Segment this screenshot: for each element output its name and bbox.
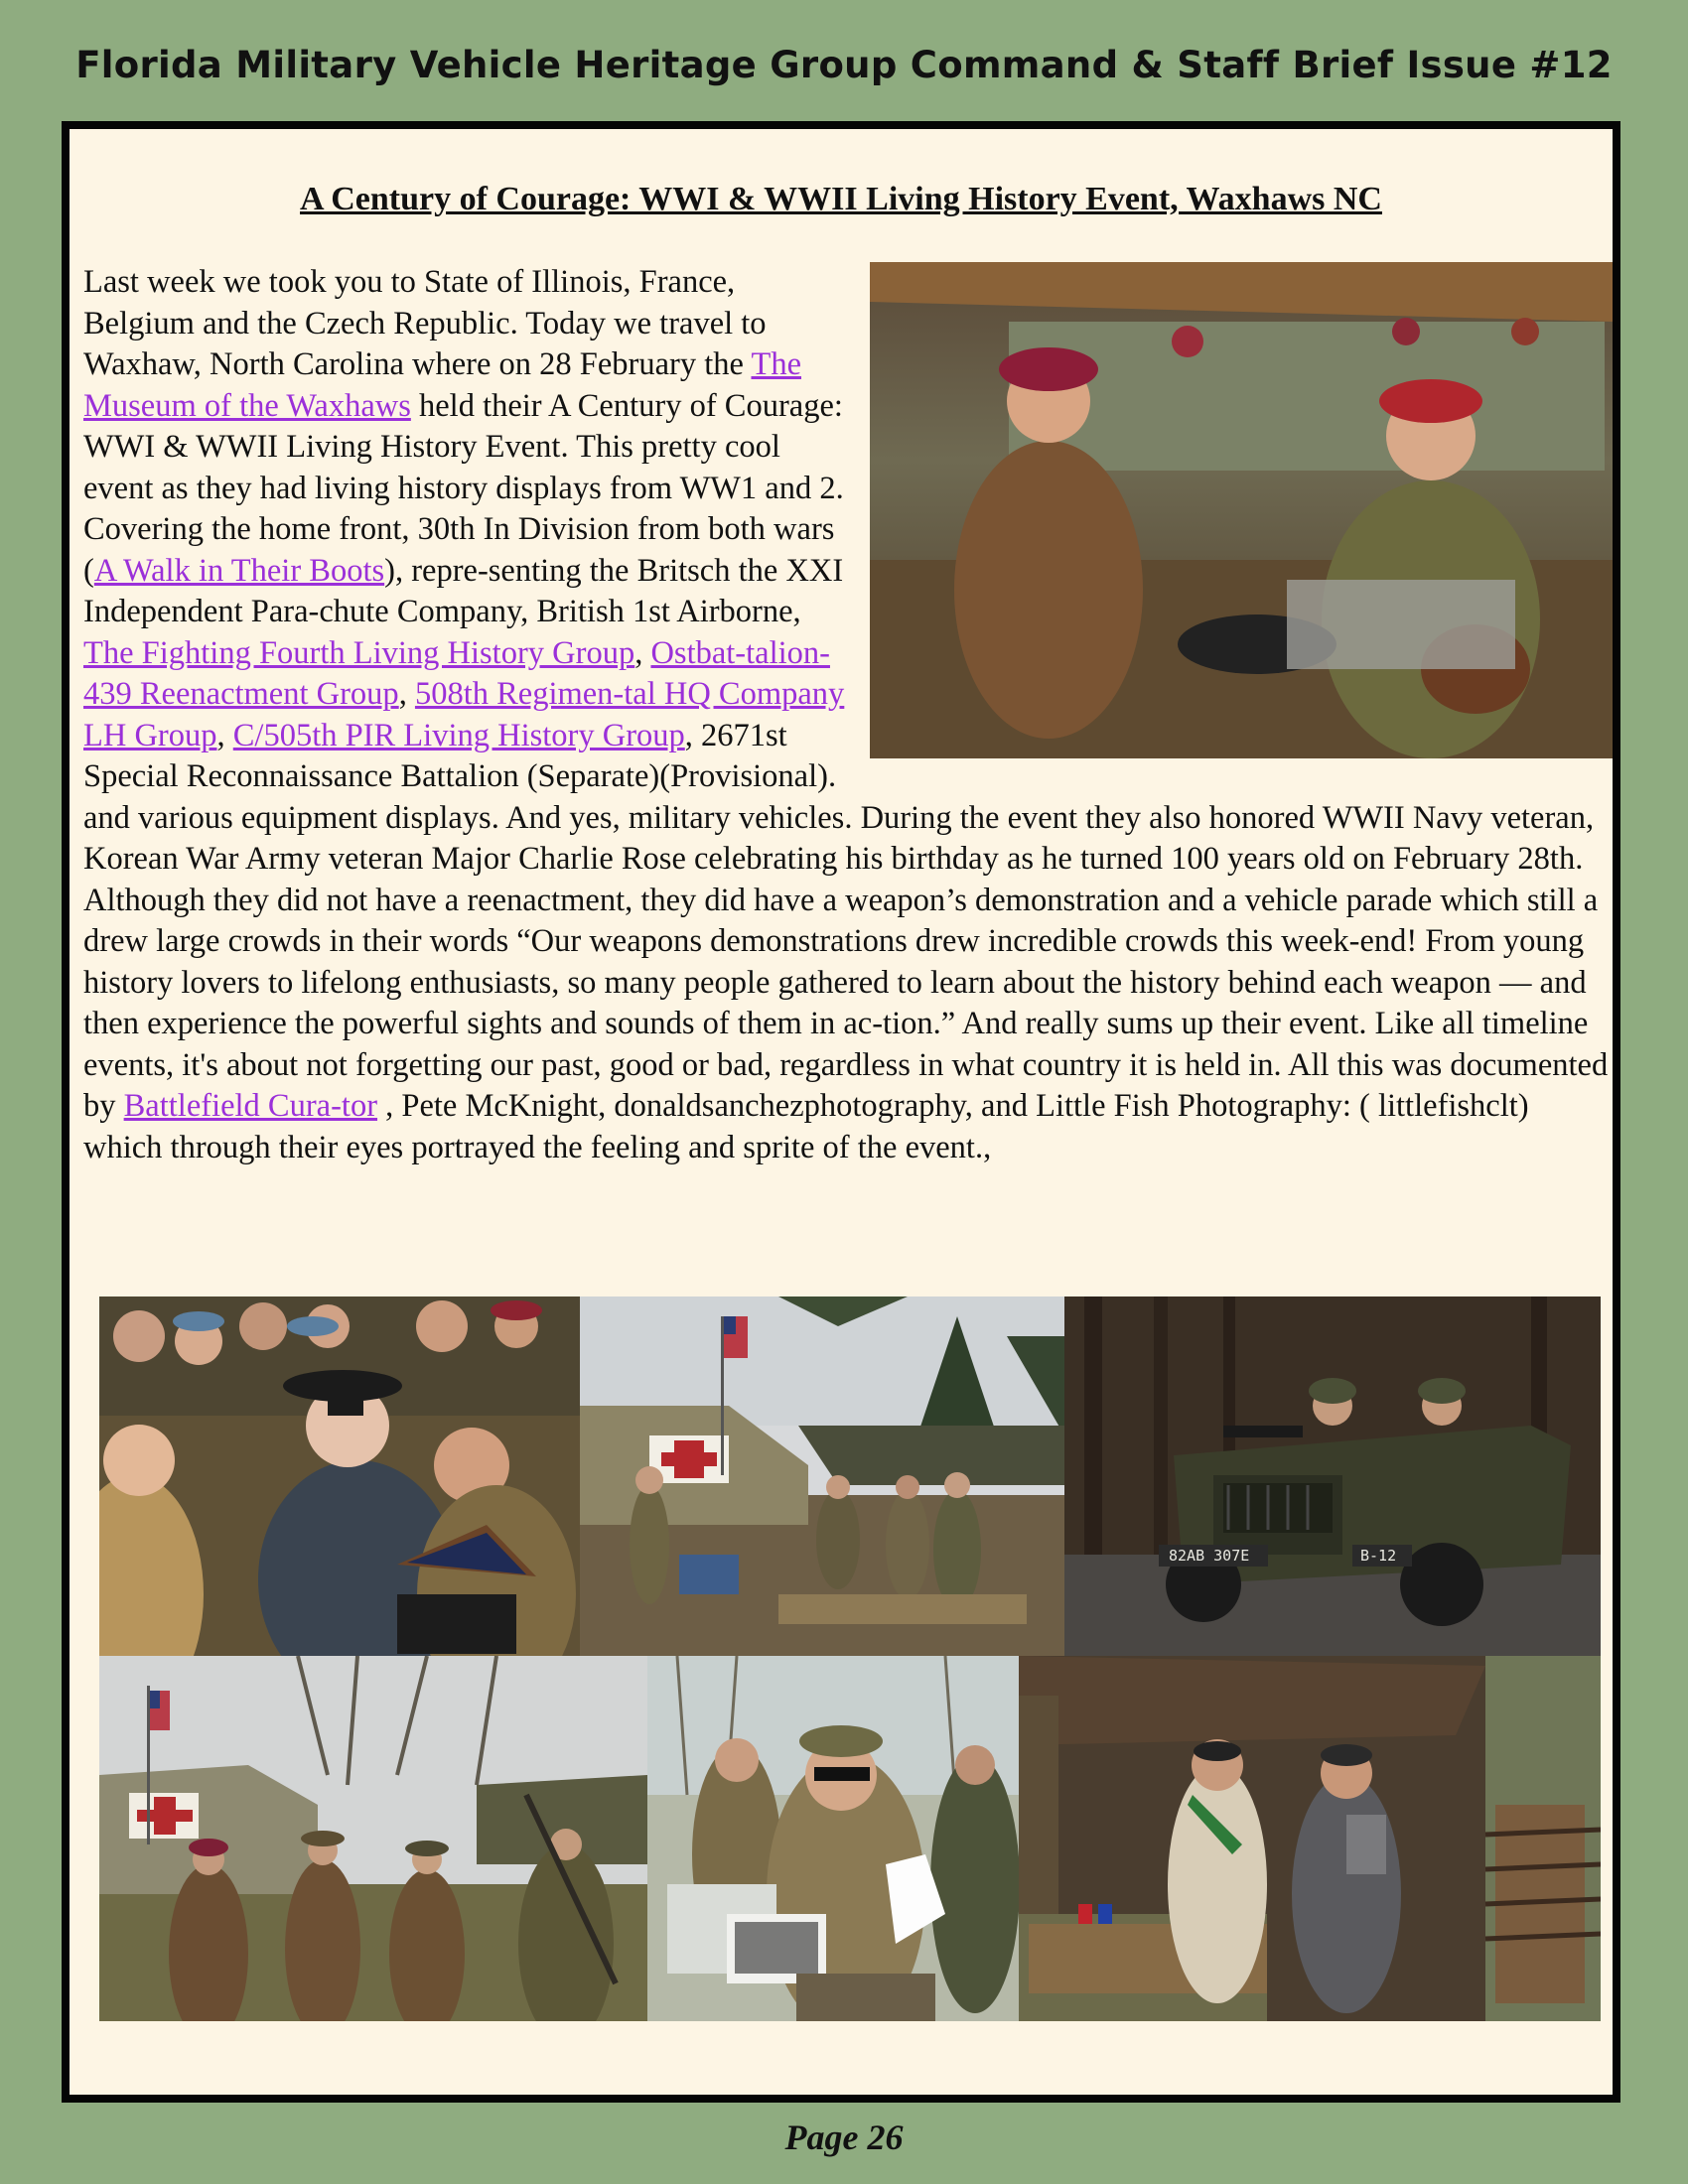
paratroopers-camp-photo [870,262,1613,758]
article-text-run: held their A Century of Courage: WWI & WWII Living History Event. This pretty cool event as they had living history displays from WW1 and 2. Covering the home front, 30th In Division from both wars ( [83,387,844,589]
article-panel [62,121,1620,2103]
newsletter-title: Florida Military Vehicle Heritage Group Command & Staff Brief Issue #12 [75,44,1613,86]
article-link[interactable]: A Walk in Their Boots [93,552,385,589]
article-title: A Century of Courage: WWI & WWII Living History Event, Waxhaws NC [300,181,1382,217]
article-link[interactable]: The Fighting Fourth Living History Group [83,634,635,671]
article-link[interactable]: The Museum of the Waxhaws [83,346,802,424]
article-link[interactable]: C/505th PIR Living History Group [232,717,685,753]
article-link[interactable]: Ostbat-talion-439 Reenactment Group [83,634,830,712]
medical-tent-camp-photo [580,1297,1064,1656]
article-link[interactable]: Battlefield Cura-tor [123,1088,378,1124]
article-body [83,262,1613,1168]
jeep-plate-left: 82AB 307E [1169,1547,1250,1565]
page-number: Page 26 [784,2117,904,2157]
article-text-run: ), repre-senting the Britsch the XXI Independent Para-chute Company, British 1st Airborne, [83,552,844,629]
veteran-ceremony-photo [99,1297,580,1656]
article-text-run: , [216,717,233,753]
officer-display-photo [647,1656,1019,2021]
article-link[interactable]: 508th Regimen-tal HQ Company LH Group [83,676,845,753]
weapons-tent-display-photo [1019,1656,1601,2021]
article-text-run: Last week we took you to State of Illinois, France, Belgium and the Czech Republic. Today we travel to Waxhaw, North Carolina where on 28 February the [83,264,767,382]
article-text-run: , [634,634,651,671]
soldiers-parade-photo [99,1656,647,2021]
article-text-run: , [398,676,415,712]
article-text-run: , Pete McKnight, donaldsanchezphotography, and Little Fish Photography: ( littlefishclt) which through their eyes portrayed the feeling and sprite of the event., [83,1088,1529,1165]
willys-jeep-photo [1064,1297,1601,1656]
jeep-plate-right: B-12 [1360,1547,1397,1565]
article-text-run: , 2671st Special Reconnaissance Battalion (Separate)(Provisional). and various equipment displays. And yes, military vehicles. During the event they also honored WWII Navy veteran, Korean War Army veteran Major Charlie Rose celebrating his birthday as he turned 100 years old on February 28th. Although they did not have a reenactment, they did have a weapon’s demonstration and a vehicle parade which still a drew large crowds in their words “Our weapons demonstrations drew incredible crowds this week-end! From young history lovers to lifelong enthusiasts, so many people gathered to learn about the history behind each weapon — and then experience the powerful sights and sounds of them in ac-tion.” And really sums up their event. Like all timeline events, it's about not forgetting our past, good or bad, regardless in what country it is held in. All this was documented by [83,717,1609,1124]
